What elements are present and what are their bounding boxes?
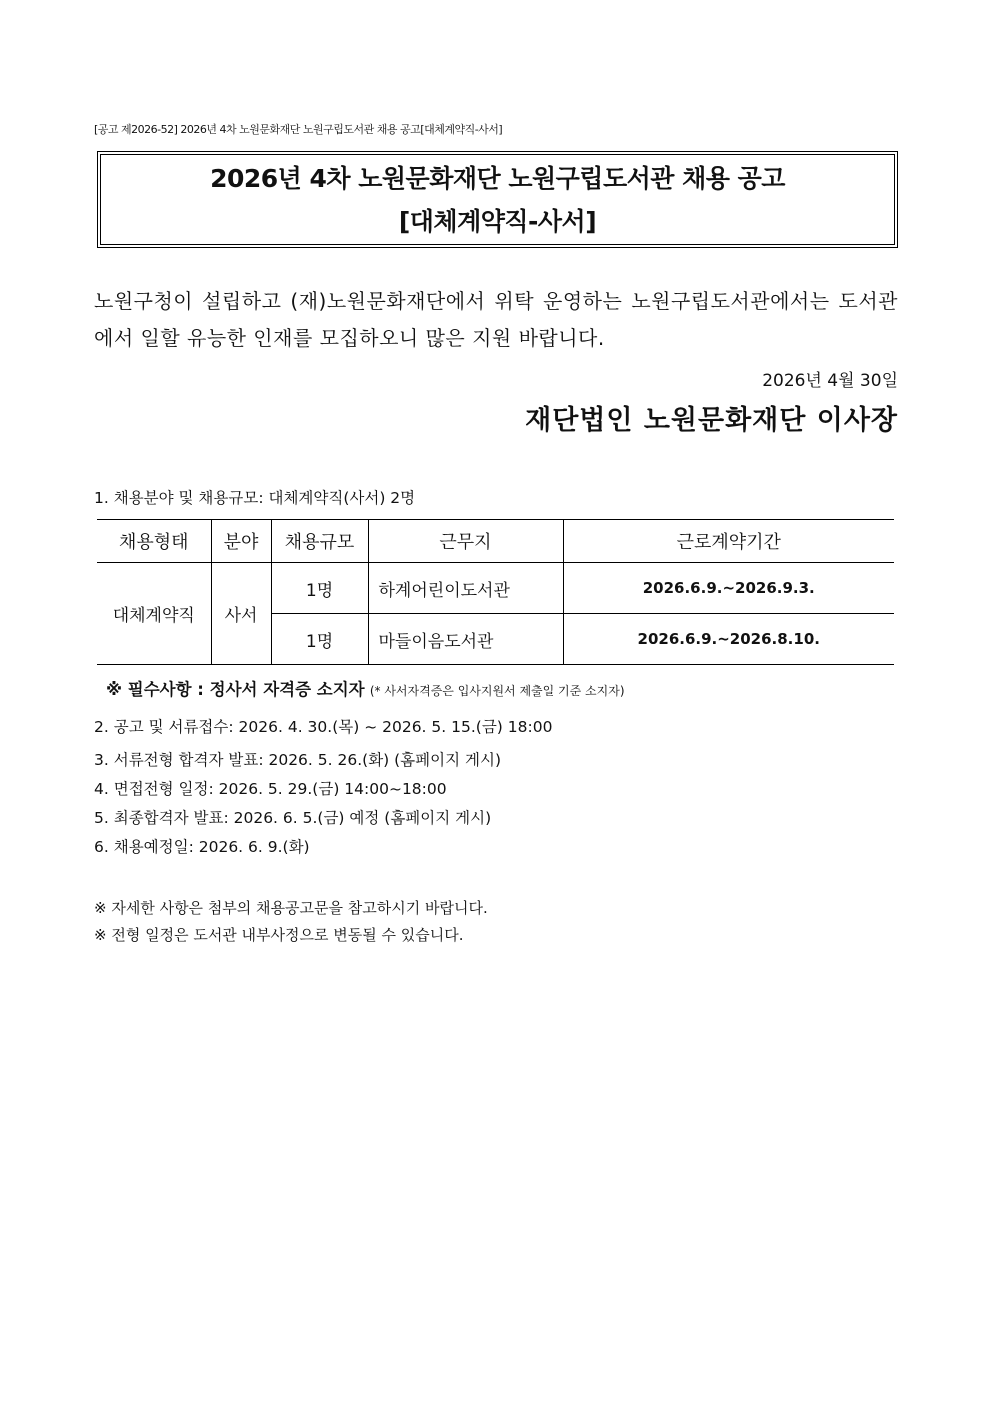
cell-location: 하계어린이도서관 <box>368 563 563 614</box>
requirement-note: (* 사서자격증은 입사지원서 제출일 기준 소지자) <box>369 684 625 698</box>
note-item: ※ 자세한 사항은 첨부의 채용공고문을 참고하시기 바랍니다. <box>94 899 488 917</box>
header-field: 분야 <box>211 520 271 563</box>
page-title: 2026년 4차 노원문화재단 노원구립도서관 채용 공고 <box>210 163 785 193</box>
notes-list <box>94 895 488 949</box>
cell-count: 1명 <box>271 614 368 665</box>
section-1-heading: 1. 채용분야 및 채용규모: 대체계약직(사서) 2명 <box>94 489 416 507</box>
cell-field: 사서 <box>211 563 271 665</box>
list-item: 4. 면접전형 일정: 2026. 5. 29.(금) 14:00~18:00 <box>94 780 447 798</box>
list-item: 6. 채용예정일: 2026. 6. 9.(화) <box>94 838 310 856</box>
cell-count: 1명 <box>271 563 368 614</box>
header-count: 채용규모 <box>271 520 368 563</box>
list-item: 5. 최종합격자 발표: 2026. 6. 5.(금) 예정 (홈페이지 게시) <box>94 809 492 827</box>
cell-location: 마들이음도서관 <box>368 614 563 665</box>
list-item: 2. 공고 및 서류접수: 2026. 4. 30.(목) ~ 2026. 5. 15.(금) 18:00 <box>94 718 553 736</box>
cell-period: 2026.6.9.~2026.8.10. <box>563 614 894 665</box>
issuer: 재단법인 노원문화재단 이사장 <box>525 405 898 436</box>
header-period: 근로계약기간 <box>563 520 894 563</box>
header-location: 근무지 <box>368 520 563 563</box>
recruitment-table <box>97 519 894 665</box>
title-box-inner <box>100 154 895 245</box>
cell-type: 대체계약직 <box>97 563 211 665</box>
requirement-main: ※ 필수사항 : 정사서 자격증 소지자 <box>106 680 365 699</box>
announcement-date: 2026년 4월 30일 <box>762 371 898 391</box>
note-item: ※ 전형 일정은 도서관 내부사정으로 변동될 수 있습니다. <box>94 926 464 944</box>
reference-number: [공고 제2026-52] 2026년 4차 노원문화재단 노원구립도서관 채용 공고[대체계약직-사서] <box>94 123 503 136</box>
list-item: 3. 서류전형 합격자 발표: 2026. 5. 26.(화) (홈페이지 게시) <box>94 751 501 769</box>
page-subtitle: [대체계약직-사서] <box>398 206 597 236</box>
requirement <box>106 676 625 700</box>
table-row <box>97 563 894 614</box>
table-header-row <box>97 520 894 563</box>
title-box <box>97 151 898 248</box>
cell-period: 2026.6.9.~2026.9.3. <box>563 563 894 614</box>
header-type: 채용형태 <box>97 520 211 563</box>
intro-paragraph: 노원구청이 설립하고 (재)노원문화재단에서 위탁 운영하는 노원구립도서관에서는 도서관에서 일할 유능한 인재를 모집하오니 많은 지원 바랍니다. <box>94 289 898 350</box>
schedule-list <box>94 712 552 862</box>
